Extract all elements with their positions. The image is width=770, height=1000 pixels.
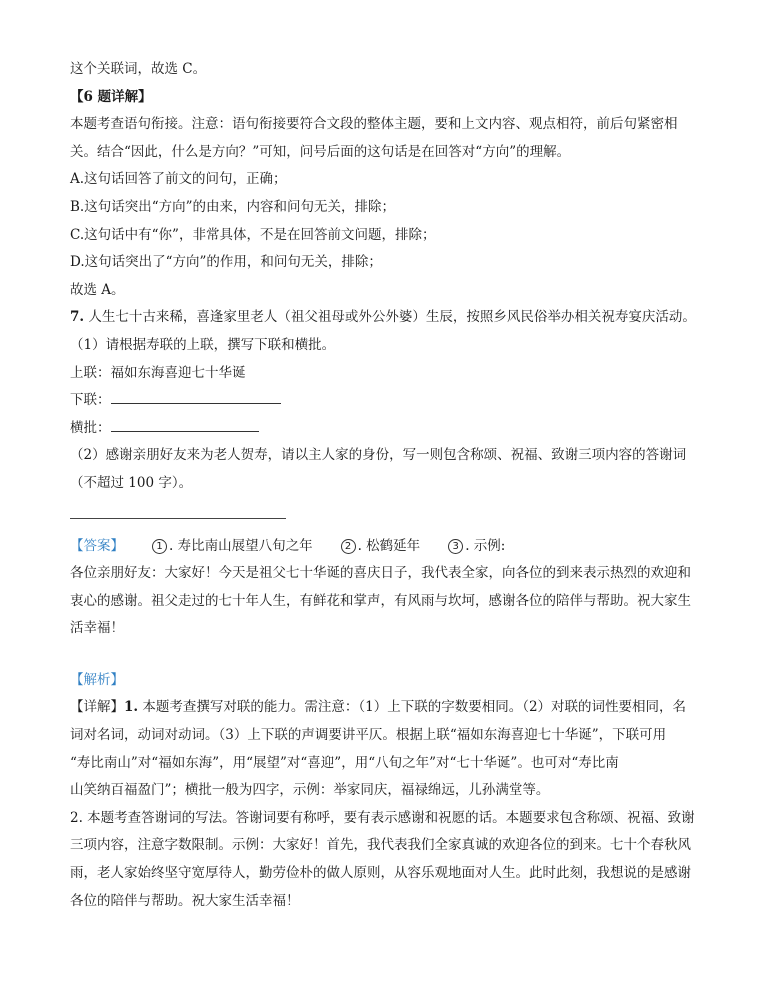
- detail-number: 1.: [124, 699, 139, 716]
- text-line: 关。结合“因此，什么是方向？”可知，问号后面的这句话是在回答对“方向”的理解。: [70, 143, 571, 160]
- question-text: 人生七十古来稀，喜逢家里老人（祖父祖母或外公外婆）生辰，按照乡风民俗举办相关祝寿宴庆活动。: [84, 309, 696, 326]
- text-line: 山笑纳百福盈门”；横批一般为四字，示例：举家同庆，福禄绵远，儿孙满堂等。: [70, 782, 550, 799]
- text-line: “寿比南山”对“福如东海”，用“展望”对“喜迎”，用“八旬之年”对“七十华诞”。也可对“寿比南: [70, 754, 619, 771]
- text-line: 三项内容，注意字数限制。示例：大家好！首先，我代表我们全家真诚的欢迎各位的到来。七十个春秋风: [70, 837, 691, 854]
- answer-blank: [111, 417, 259, 432]
- divider: [70, 518, 286, 519]
- answer-item-1: 1 . 寿比南山展望八旬之年: [152, 533, 313, 561]
- upper-couplet: 上联：福如东海喜迎七十华诞: [70, 364, 246, 381]
- detail-1: 【详解】1. 本题考查撰写对联的能力。需注意：（1）上下联的字数要相同。（2）对联的词性要相同，名: [70, 699, 687, 716]
- question-7: [70, 304, 702, 332]
- question-number: 7.: [70, 309, 85, 326]
- text-line: 故选 A。: [70, 281, 125, 298]
- detail-2: 2. 本题考查答谢词的写法。答谢词要有称呼，要有表示感谢和祝愿的话。本题要求包含称颂、祝福、致谢: [70, 809, 695, 826]
- horizontal-scroll: [70, 415, 702, 443]
- answer-tag: 【答案】: [70, 537, 124, 554]
- option-b: B.这句话突出“方向”的由来，内容和问句无关，排除；: [70, 198, 396, 215]
- sub-question-1: （1）请根据寿联的上联，撰写下联和横批。: [70, 336, 336, 353]
- circled-number: 1: [152, 539, 167, 554]
- analysis-tag: 【解析】: [70, 671, 124, 688]
- circled-number: 3: [448, 539, 463, 554]
- section-heading-q6: 【6 题详解】: [70, 88, 152, 105]
- answer-item-2: 2 . 松鹤延年: [341, 533, 421, 561]
- document-body: [70, 56, 702, 915]
- text-line: 衷心的感谢。祖父走过的七十年人生，有鲜花和掌声，有风雨与坎坷，感谢各位的陪伴与帮助。祝大家生: [70, 592, 691, 609]
- text-line: 活幸福！: [70, 620, 124, 637]
- text-line: 各位的陪伴与帮助。祝大家生活幸福！: [70, 892, 300, 909]
- sub-question-2: （2）感谢亲朋好友来为老人贺寿，请以主人家的身份，写一则包含称颂、祝福、致谢三项内容的答谢词: [70, 447, 687, 464]
- lower-couplet-label: 下联：: [70, 392, 111, 409]
- text-line: 词对名词，动词对动词。（3）上下联的声调要讲平仄。根据上联“福如东海喜迎七十华诞”，下联可用: [70, 727, 667, 744]
- answer-item-3: 3 . 示例:: [448, 533, 505, 561]
- answer-line: [70, 533, 702, 561]
- text-line: （不超过 100 字）。: [70, 474, 193, 491]
- text-line: 本题考查语句衔接。注意：语句衔接要符合文段的整体主题，要和上文内容、观点相符，前后句紧密相: [70, 116, 678, 133]
- text-line: 这个关联词，故选 C。: [70, 61, 207, 77]
- circled-number: 2: [341, 539, 356, 554]
- lower-couplet: [70, 387, 702, 415]
- answer-blank: [111, 389, 281, 404]
- horizontal-scroll-label: 横批：: [70, 419, 111, 436]
- text-line: 雨，老人家始终坚守宽厚待人，勤劳俭朴的做人原则，从容乐观地面对人生。此时此刻，我想说的是感谢: [70, 865, 691, 882]
- text-line: 各位亲朋好友：大家好！今天是祖父七十华诞的喜庆日子，我代表全家，向各位的到来表示热烈的欢迎和: [70, 565, 691, 582]
- detail-heading: 【详解】: [70, 699, 124, 716]
- option-c: C.这句话中有“你”，非常具体，不是在回答前文问题，排除；: [70, 226, 436, 243]
- option-a: A.这句话回答了前文的问句，正确；: [70, 171, 287, 188]
- option-d: D.这句话突出了“方向”的作用，和问句无关，排除；: [70, 254, 382, 271]
